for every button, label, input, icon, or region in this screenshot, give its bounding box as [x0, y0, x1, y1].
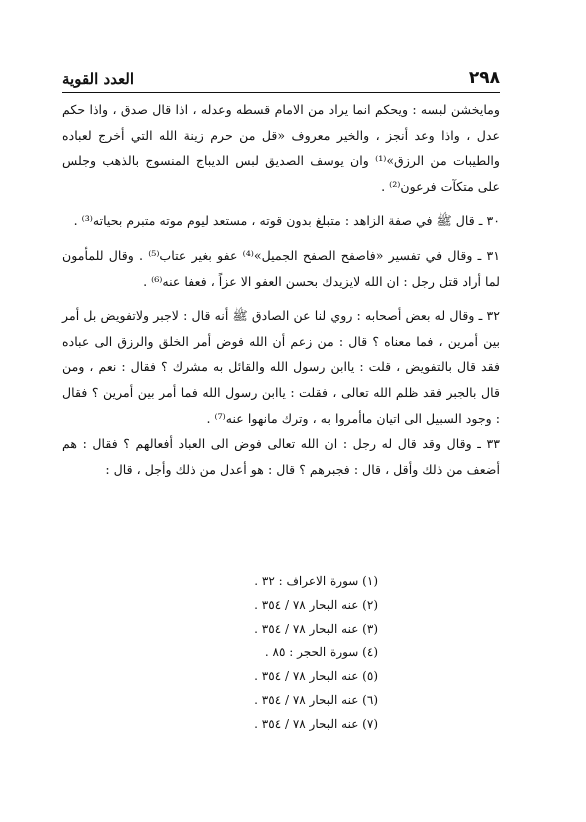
main-text: [62, 97, 500, 482]
footnotes: [158, 570, 378, 737]
paragraph-continuation: ومايخشن لبسه : ويحكم انما يراد من الامام قسطه وعدله ، اذا قال صدق ، واذا حكم عدل ، واذا وعد أنجز ، والخير معروف «قل من حرم زينة الله التي أخرج لعباده والطيبات من الرزق»⁽¹⁾ وان يوسف الصديق لبس الديباج المنسوج بالذهب وجلس على متكآت فرعون⁽²⁾ .: [62, 102, 500, 194]
page-header: [62, 62, 500, 88]
footnote-1: (١) سورة الاعراف : ٣٢ .: [254, 574, 378, 588]
page-number: ٢٩٨: [468, 68, 500, 88]
running-title: العدد القوية: [62, 70, 135, 88]
footnote-7: (٧) عنه البحار ٧٨ / ٣٥٤ .: [254, 716, 378, 731]
paragraph-32: ٣٢ ـ وقال له بعض أصحابه : روي لنا عن الصادق ﷺ أنه قال : لاجبر ولاتفويض بل أمر بين أمرين ، فما معناه ؟ قال : من زعم أن الله فوض أمر الخلق والرزق الى عباده فقد قال بالتفويض ، قلت : ياابن رسول الله والقائل به مشرك ؟ فقال : نعم ، ومن قال بالجبر فقد ظلم الله تعالى ، فقلت : ياابن رسول الله فما أمر بين أمرين ؟ فقال : وجود السبيل الى اتيان ماأمروا به ، وترك مانهوا عنه⁽⁷⁾ .: [62, 308, 500, 426]
footnote-5: (٥) عنه البحار ٧٨ / ٣٥٤ .: [254, 669, 378, 684]
footnote-3: (٣) عنه البحار ٧٨ / ٣٥٤ .: [254, 621, 378, 636]
footnote-4: (٤) سورة الحجر : ٨٥ .: [264, 645, 378, 660]
footnote-2: (٢) عنه البحار ٧٨ / ٣٥٤ .: [254, 597, 378, 612]
paragraph-31: ٣١ ـ وقال في تفسير «فاصفح الصفح الجميل»⁽⁴⁾ عفو بغير عتاب⁽⁵⁾ . وقال للمأمون لما أراد قتل رجل : ان الله لايزيدك بحسن العفو الا عزاً ، فعفا عنه⁽⁶⁾ .: [62, 247, 500, 289]
paragraph-33: ٣٣ ـ وقال وقد قال له رجل : ان الله تعالى فوض الى العباد أفعالهم ؟ فقال : هم أضعف من ذلك وأقل ، قال : فجبرهم ؟ قال : هو أعدل من ذلك وأجل ، قال :: [62, 436, 500, 477]
paragraph-30: ٣٠ ـ قال ﷺ في صفة الزاهد : متبلغ بدون قوته ، مستعد ليوم موته متبرم بحياته⁽³⁾ .: [73, 213, 500, 229]
header-divider: [62, 92, 500, 93]
footnote-6: (٦) عنه البحار ٧٨ / ٣٥٤ .: [254, 692, 378, 707]
